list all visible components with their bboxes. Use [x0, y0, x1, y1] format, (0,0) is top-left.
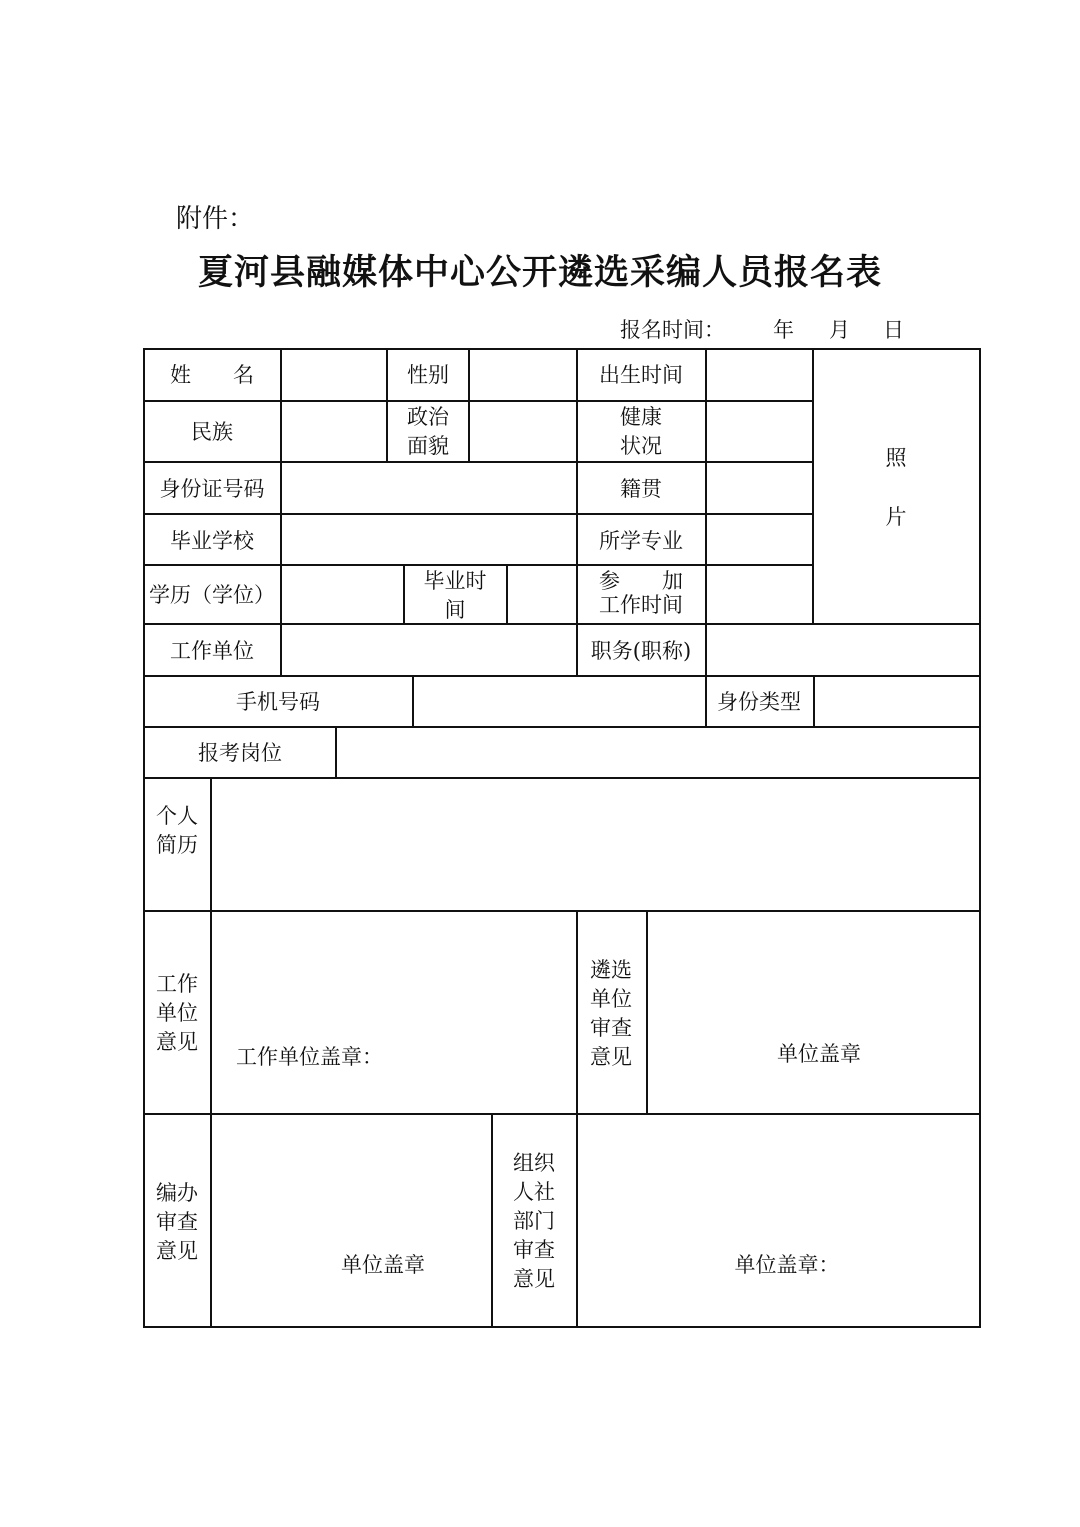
employer-seal-label: 工作单位盖章： [236, 1045, 383, 1069]
health-label-line1: 健康 [620, 405, 662, 429]
major-label: 所学专业 [599, 529, 683, 553]
photo-label-char-2: 片 [885, 505, 907, 529]
date-day-label: 日 [883, 318, 904, 342]
org-opinion-label-line4: 审查 [513, 1238, 555, 1262]
name-field[interactable] [283, 351, 385, 399]
selector-seal-label: 单位盖章 [777, 1042, 861, 1066]
selector-opinion-label-line4: 意见 [590, 1045, 632, 1069]
staffing-opinion-label-line2: 审查 [156, 1210, 198, 1234]
employer-opinion-label-line2: 单位 [156, 1001, 198, 1025]
position-title-label: 职务(职称) [590, 639, 692, 663]
employer-opinion-label-line3: 意见 [156, 1030, 198, 1054]
gender-label: 性别 [407, 363, 449, 387]
health-field[interactable] [708, 403, 811, 460]
employer-field[interactable] [283, 626, 575, 674]
native-place-field[interactable] [708, 464, 811, 512]
major-field[interactable] [708, 516, 811, 563]
staffing-opinion-label-line1: 编办 [156, 1181, 198, 1205]
selector-opinion-field[interactable] [649, 913, 978, 1112]
employer-label: 工作单位 [170, 639, 254, 663]
staffing-seal-label: 单位盖章 [341, 1253, 425, 1277]
attachment-label: 附件： [176, 204, 255, 234]
political-status-field[interactable] [471, 403, 575, 460]
birth-date-label: 出生时间 [599, 363, 683, 387]
gender-field[interactable] [471, 351, 575, 399]
work-start-label-line1: 参 加 [599, 569, 683, 593]
id-number-field[interactable] [283, 464, 575, 512]
photo-label-char-1: 照 [885, 446, 907, 470]
phone-field[interactable] [415, 678, 704, 725]
applied-post-label: 报考岗位 [198, 741, 282, 765]
identity-type-field[interactable] [816, 678, 978, 725]
org-opinion-label-line5: 意见 [513, 1267, 555, 1291]
org-seal-label: 单位盖章： [734, 1253, 840, 1277]
resume-field[interactable] [213, 780, 978, 909]
phone-label: 手机号码 [236, 690, 320, 714]
staffing-opinion-field[interactable] [213, 1116, 490, 1325]
education-label: 学历（学位） [149, 583, 275, 607]
graduation-time-label-line1: 毕业时 [423, 569, 487, 593]
selector-opinion-label-line3: 审查 [590, 1016, 632, 1040]
political-status-label-line2: 面貌 [407, 434, 449, 458]
school-field[interactable] [283, 516, 575, 563]
form-title: 夏河县融媒体中心公开遴选采编人员报名表 [197, 252, 883, 293]
org-opinion-label-line3: 部门 [513, 1209, 555, 1233]
ethnicity-field[interactable] [283, 403, 385, 460]
native-place-label: 籍贯 [620, 477, 662, 501]
health-label-line2: 状况 [620, 434, 662, 458]
resume-label-line2: 简历 [156, 833, 198, 857]
graduation-time-field[interactable] [509, 567, 575, 622]
position-title-field[interactable] [708, 626, 978, 674]
date-month-label: 月 [829, 318, 850, 342]
employer-opinion-field[interactable] [213, 913, 575, 1112]
staffing-opinion-label-line3: 意见 [156, 1239, 198, 1263]
school-label: 毕业学校 [170, 529, 254, 553]
date-year-label: 年 [773, 318, 794, 342]
id-number-label: 身份证号码 [159, 477, 265, 501]
work-start-label-line2: 工作时间 [599, 593, 683, 617]
education-field[interactable] [283, 567, 402, 622]
name-label: 姓 名 [170, 363, 254, 387]
political-status-label-line1: 政治 [407, 405, 449, 429]
identity-type-label: 身份类型 [717, 690, 801, 714]
applied-post-field[interactable] [338, 729, 978, 776]
registration-date-label: 报名时间： [620, 318, 725, 342]
birth-date-field[interactable] [708, 351, 811, 399]
selector-opinion-label-line2: 单位 [590, 987, 632, 1011]
org-opinion-label-line2: 人社 [513, 1180, 555, 1204]
work-start-field[interactable] [708, 567, 811, 622]
employer-opinion-label-line1: 工作 [156, 972, 198, 996]
selector-opinion-label-line1: 遴选 [590, 958, 632, 982]
ethnicity-label: 民族 [191, 420, 233, 444]
org-opinion-field[interactable] [579, 1116, 978, 1325]
photo-box[interactable] [815, 351, 978, 622]
graduation-time-label-line2: 间 [444, 598, 466, 622]
org-opinion-label-line1: 组织 [513, 1151, 555, 1175]
resume-label-line1: 个人 [156, 804, 198, 828]
